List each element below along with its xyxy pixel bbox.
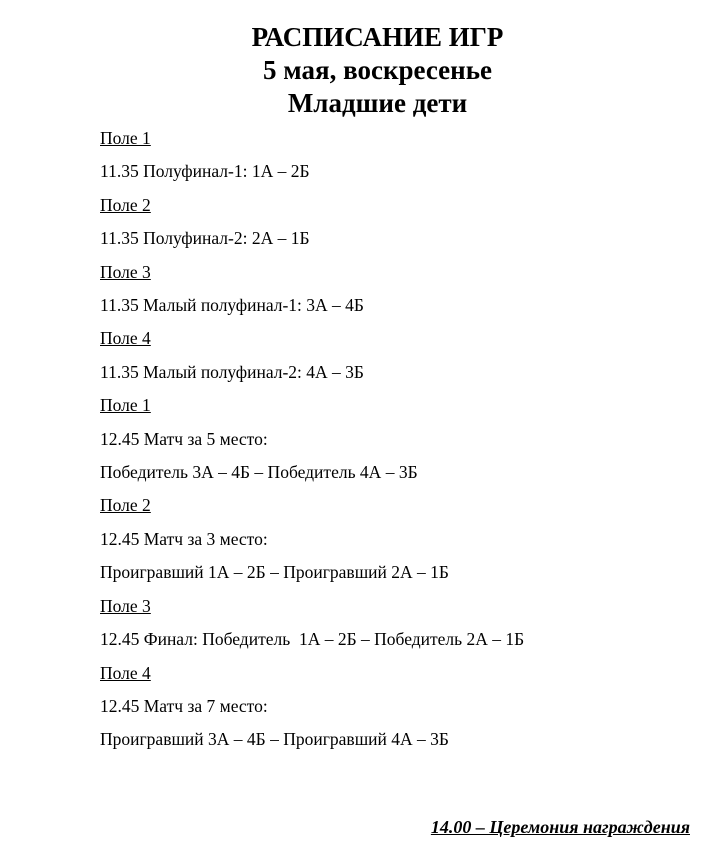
schedule-body xyxy=(100,122,697,757)
field-header xyxy=(100,489,697,522)
document-header xyxy=(48,21,707,120)
document-date: 5 мая, воскресенье xyxy=(263,55,492,85)
field-header xyxy=(100,389,697,422)
field-header-label: Поле 2 xyxy=(100,194,151,215)
match-line: Проигравший 1А – 2Б – Проигравший 2А – 1Б xyxy=(100,562,449,583)
document-group: Младшие дети xyxy=(287,88,468,118)
field-header-label: Поле 2 xyxy=(100,495,151,516)
field-header xyxy=(100,122,697,155)
match-line: 11.35 Малый полуфинал-2: 4А – 3Б xyxy=(100,361,364,382)
ceremony-note: 14.00 – Церемония награждения xyxy=(430,817,690,837)
field-header-label: Поле 4 xyxy=(100,662,151,683)
match-line: 11.35 Полуфинал-1: 1А – 2Б xyxy=(100,161,310,182)
document-footer xyxy=(431,815,690,839)
field-header xyxy=(100,256,697,289)
field-header xyxy=(100,322,697,355)
field-header-label: Поле 3 xyxy=(100,261,151,282)
field-header xyxy=(100,189,697,222)
field-header xyxy=(100,590,697,623)
match-line: 12.45 Матч за 5 место: xyxy=(100,428,268,449)
match-line: 12.45 Матч за 7 место: xyxy=(100,695,268,716)
match-line: 12.45 Матч за 3 место: xyxy=(100,528,268,549)
field-header-label: Поле 4 xyxy=(100,328,151,349)
field-header-label: Поле 1 xyxy=(100,128,151,148)
field-header xyxy=(100,657,697,690)
match-line: Победитель 3А – 4Б – Победитель 4А – 3Б xyxy=(100,462,418,483)
match-line: 11.35 Полуфинал-2: 2А – 1Б xyxy=(100,228,310,249)
field-header-label: Поле 3 xyxy=(100,595,151,616)
match-line: 12.45 Финал: Победитель 1А – 2Б – Победитель 2А – 1Б xyxy=(100,629,525,650)
match-line: Проигравший 3А – 4Б – Проигравший 4А – 3Б xyxy=(100,729,449,750)
match-line: 11.35 Малый полуфинал-1: 3А – 4Б xyxy=(100,295,364,316)
document-title: РАСПИСАНИЕ ИГР xyxy=(251,22,504,52)
field-header-label: Поле 1 xyxy=(100,395,151,416)
